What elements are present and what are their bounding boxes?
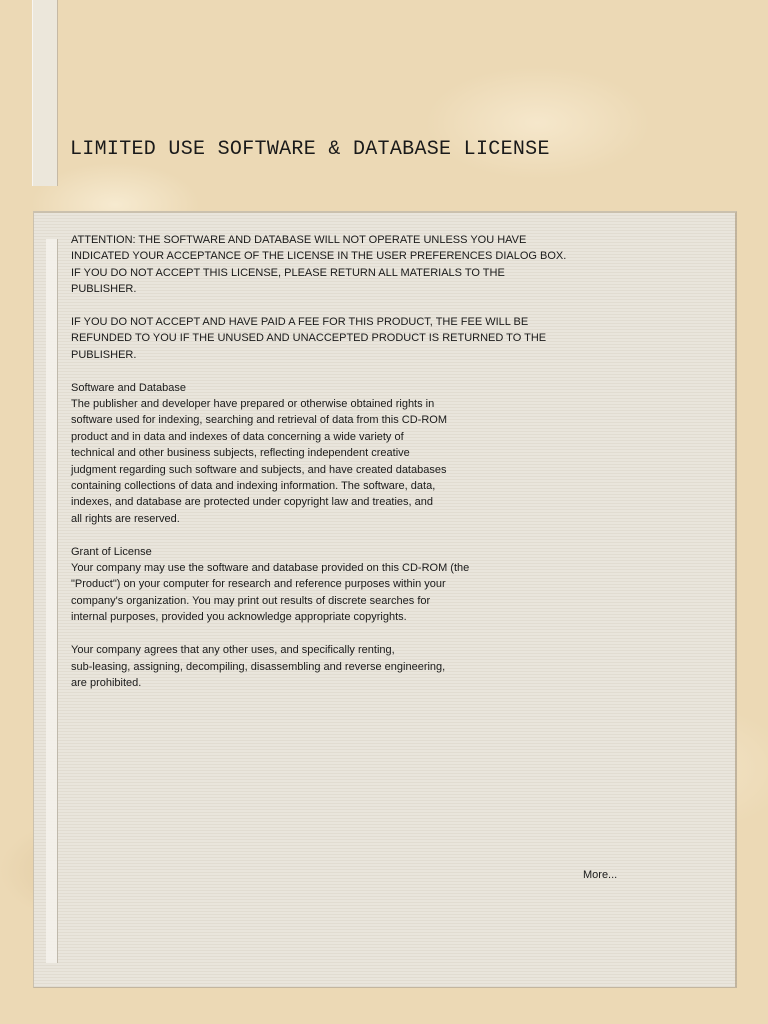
section-heading: Software and Database: [71, 381, 186, 394]
paragraph-line: "Product") on your computer for research and reference purposes within your: [71, 578, 446, 591]
paragraph-line: software used for indexing, searching and retrieval of data from this CD-ROM: [71, 414, 447, 427]
paragraph-line: The publisher and developer have prepared or otherwise obtained rights in: [71, 398, 435, 411]
license-panel: [33, 211, 737, 988]
grant-of-license-paragraph: [71, 544, 501, 626]
more-link[interactable]: More...: [583, 869, 618, 881]
license-text: [71, 232, 711, 708]
paragraph-line: INDICATED YOUR ACCEPTANCE OF THE LICENSE IN THE USER PREFERENCES DIALOG BOX.: [71, 250, 567, 263]
paragraph-line: are prohibited.: [71, 676, 142, 689]
attention-paragraph: [71, 232, 601, 298]
paragraph-line: Your company may use the software and database provided on this CD-ROM (the: [71, 562, 470, 575]
paragraph-line: internal purposes, provided you acknowledge appropriate copyrights.: [71, 611, 407, 624]
paragraph-line: ATTENTION: THE SOFTWARE AND DATABASE WILL NOT OPERATE UNLESS YOU HAVE: [71, 234, 527, 246]
left-decorative-bar: [32, 0, 58, 186]
paragraph-line: sub-leasing, assigning, decompiling, disassembling and reverse engineering,: [71, 660, 446, 673]
paragraph-line: containing collections of data and indexing information. The software, data,: [71, 480, 436, 493]
paragraph-line: technical and other business subjects, reflecting independent creative: [71, 447, 410, 460]
refund-paragraph: [71, 314, 601, 363]
paragraph-line: PUBLISHER.: [71, 348, 137, 361]
paragraph-line: indexes, and database are protected under copyright law and treaties, and: [71, 496, 434, 509]
paragraph-line: company's organization. You may print out results of discrete searches for: [71, 594, 431, 607]
paragraph-line: judgment regarding such software and subjects, and have created databases: [71, 463, 447, 476]
software-database-paragraph: [71, 380, 501, 528]
paragraph-line: REFUNDED TO YOU IF THE UNUSED AND UNACCEPTED PRODUCT IS RETURNED TO THE: [71, 332, 547, 345]
paragraph-line: all rights are reserved.: [71, 512, 180, 525]
paragraph-line: IF YOU DO NOT ACCEPT AND HAVE PAID A FEE FOR THIS PRODUCT, THE FEE WILL BE: [71, 316, 529, 329]
paragraph-line: Your company agrees that any other uses, and specifically renting,: [71, 644, 395, 657]
prohibited-uses-paragraph: [71, 642, 501, 691]
paragraph-line: IF YOU DO NOT ACCEPT THIS LICENSE, PLEASE RETURN ALL MATERIALS TO THE: [71, 266, 505, 279]
paragraph-line: product and in data and indexes of data concerning a wide variety of: [71, 430, 404, 443]
page-title: LIMITED USE SOFTWARE & DATABASE LICENSE: [70, 138, 550, 161]
section-heading: Grant of License: [71, 545, 152, 558]
paragraph-line: PUBLISHER.: [71, 283, 137, 296]
panel-side-bar: [46, 239, 58, 963]
